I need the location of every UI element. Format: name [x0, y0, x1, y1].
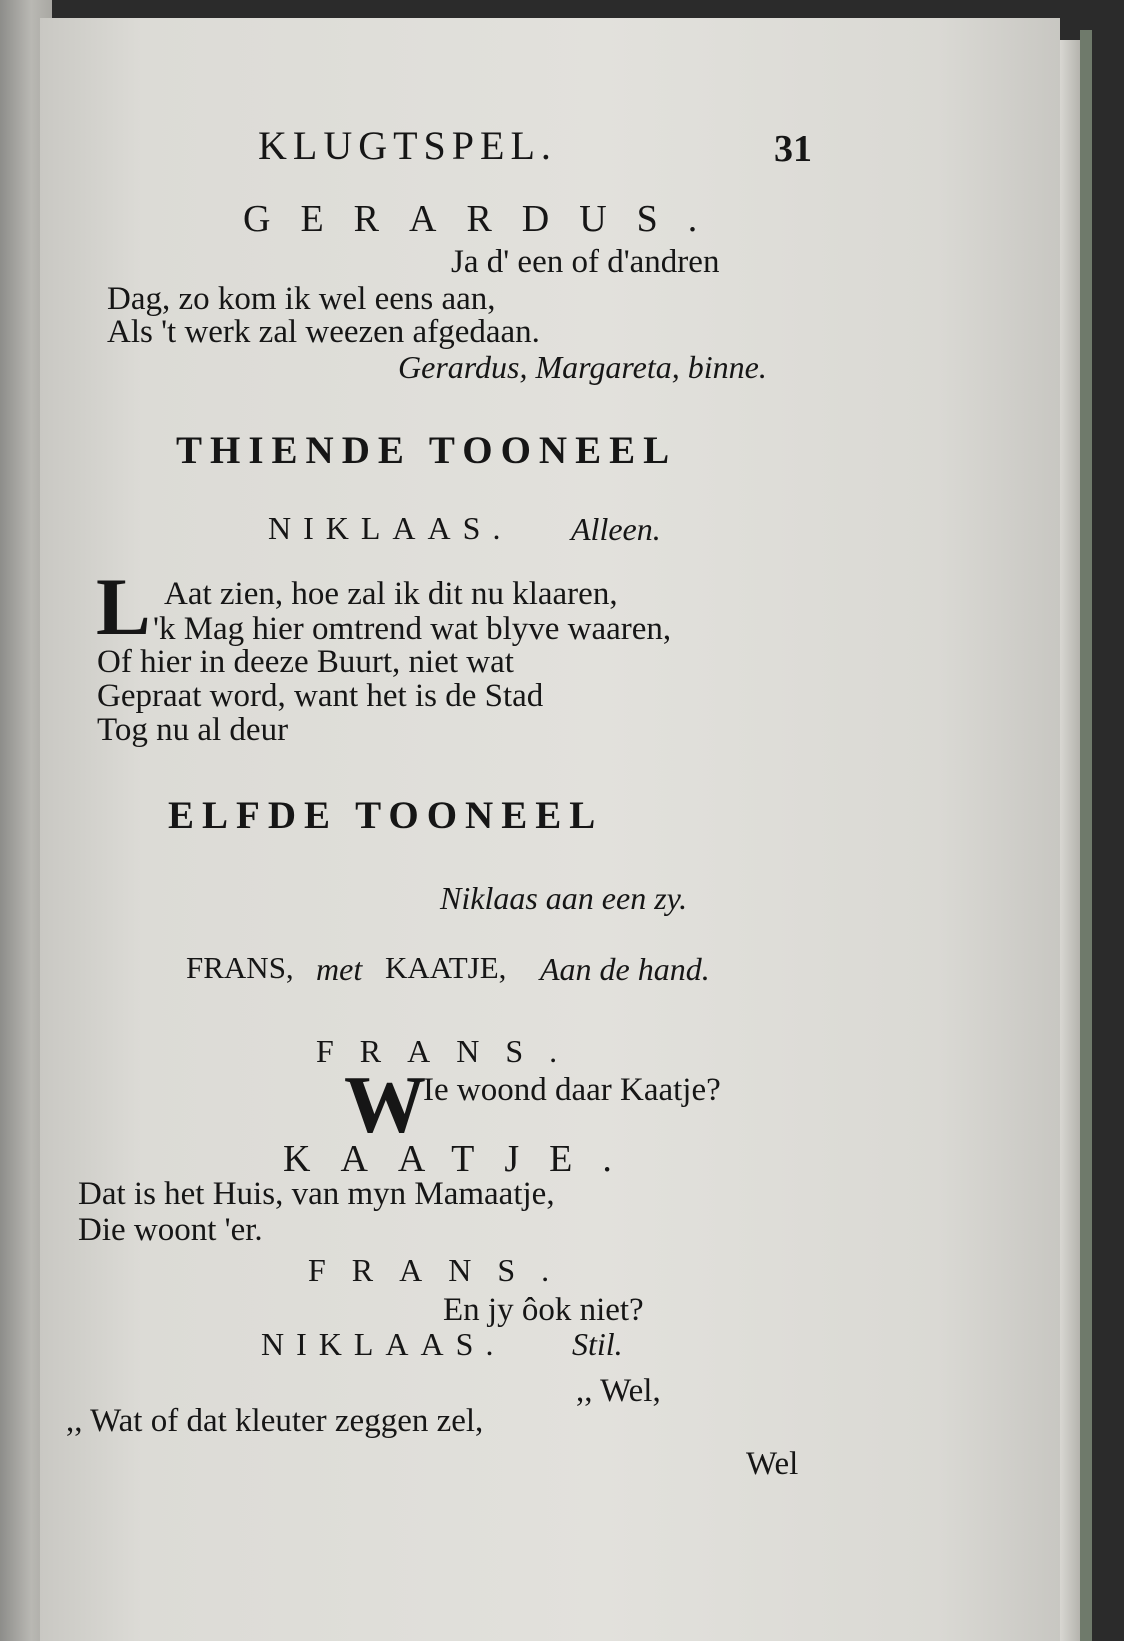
- speaker-frans: FRANS.: [308, 1252, 576, 1288]
- verse-line: Als 't werk zal weezen afgedaan.: [107, 314, 540, 350]
- stage-direction: Aan de hand.: [540, 951, 710, 987]
- drop-capital: L: [96, 561, 151, 652]
- stage-direction: Niklaas aan een zy.: [440, 880, 688, 916]
- cast-frans: FRANS,: [186, 950, 294, 985]
- verse-line: ,, Wat of dat kleuter zeggen zel,: [66, 1403, 484, 1439]
- speaker-gerardus: GERARDUS.: [243, 198, 728, 240]
- book-page: [40, 18, 1060, 1641]
- verse-line: ,, Wel,: [576, 1373, 661, 1409]
- book-cover-edge: [1080, 30, 1092, 1641]
- verse-line: Dag, zo kom ik wel eens aan,: [107, 281, 496, 317]
- verse-line: Ja d' een of d'andren: [451, 244, 720, 280]
- verse-line: Aat zien, hoe zal ik dit nu klaaren,: [164, 576, 618, 612]
- verse-line: Tog nu al deur: [97, 712, 289, 748]
- speaker-niklaas: NIKLAAS.: [268, 510, 513, 546]
- stage-direction: Alleen.: [571, 511, 661, 547]
- verse-line: Ie woond daar Kaatje?: [423, 1072, 721, 1108]
- page-number: 31: [774, 128, 812, 170]
- verse-line: Of hier in deeze Buurt, niet wat: [97, 644, 514, 680]
- verse-line: 'k Mag hier omtrend wat blyve waaren,: [153, 611, 672, 647]
- drop-capital: W: [344, 1059, 426, 1150]
- cast-connector: met: [316, 951, 363, 987]
- running-head: KLUGTSPEL.: [258, 123, 557, 168]
- cast-kaatje: KAATJE,: [385, 950, 507, 985]
- verse-line: Dat is het Huis, van myn Mamaatje,: [78, 1176, 555, 1212]
- stage-direction: Gerardus, Margareta, binne.: [398, 349, 767, 385]
- verse-line: Die woont 'er.: [78, 1212, 263, 1248]
- stage-direction: Stil.: [572, 1326, 623, 1362]
- speaker-frans: FRANS.: [316, 1033, 584, 1069]
- scene-title-thiende: THIENDE TOONEEL: [176, 429, 678, 472]
- catchword: Wel: [746, 1446, 799, 1482]
- speaker-kaatje: KAATJE.: [283, 1138, 642, 1180]
- verse-line: Gepraat word, want het is de Stad: [97, 678, 544, 714]
- verse-line: En jy ôok niet?: [443, 1292, 644, 1328]
- page-edge: [1060, 40, 1080, 1641]
- speaker-niklaas: NIKLAAS.: [261, 1326, 506, 1362]
- scene-title-elfde: ELFDE TOONEEL: [168, 794, 604, 837]
